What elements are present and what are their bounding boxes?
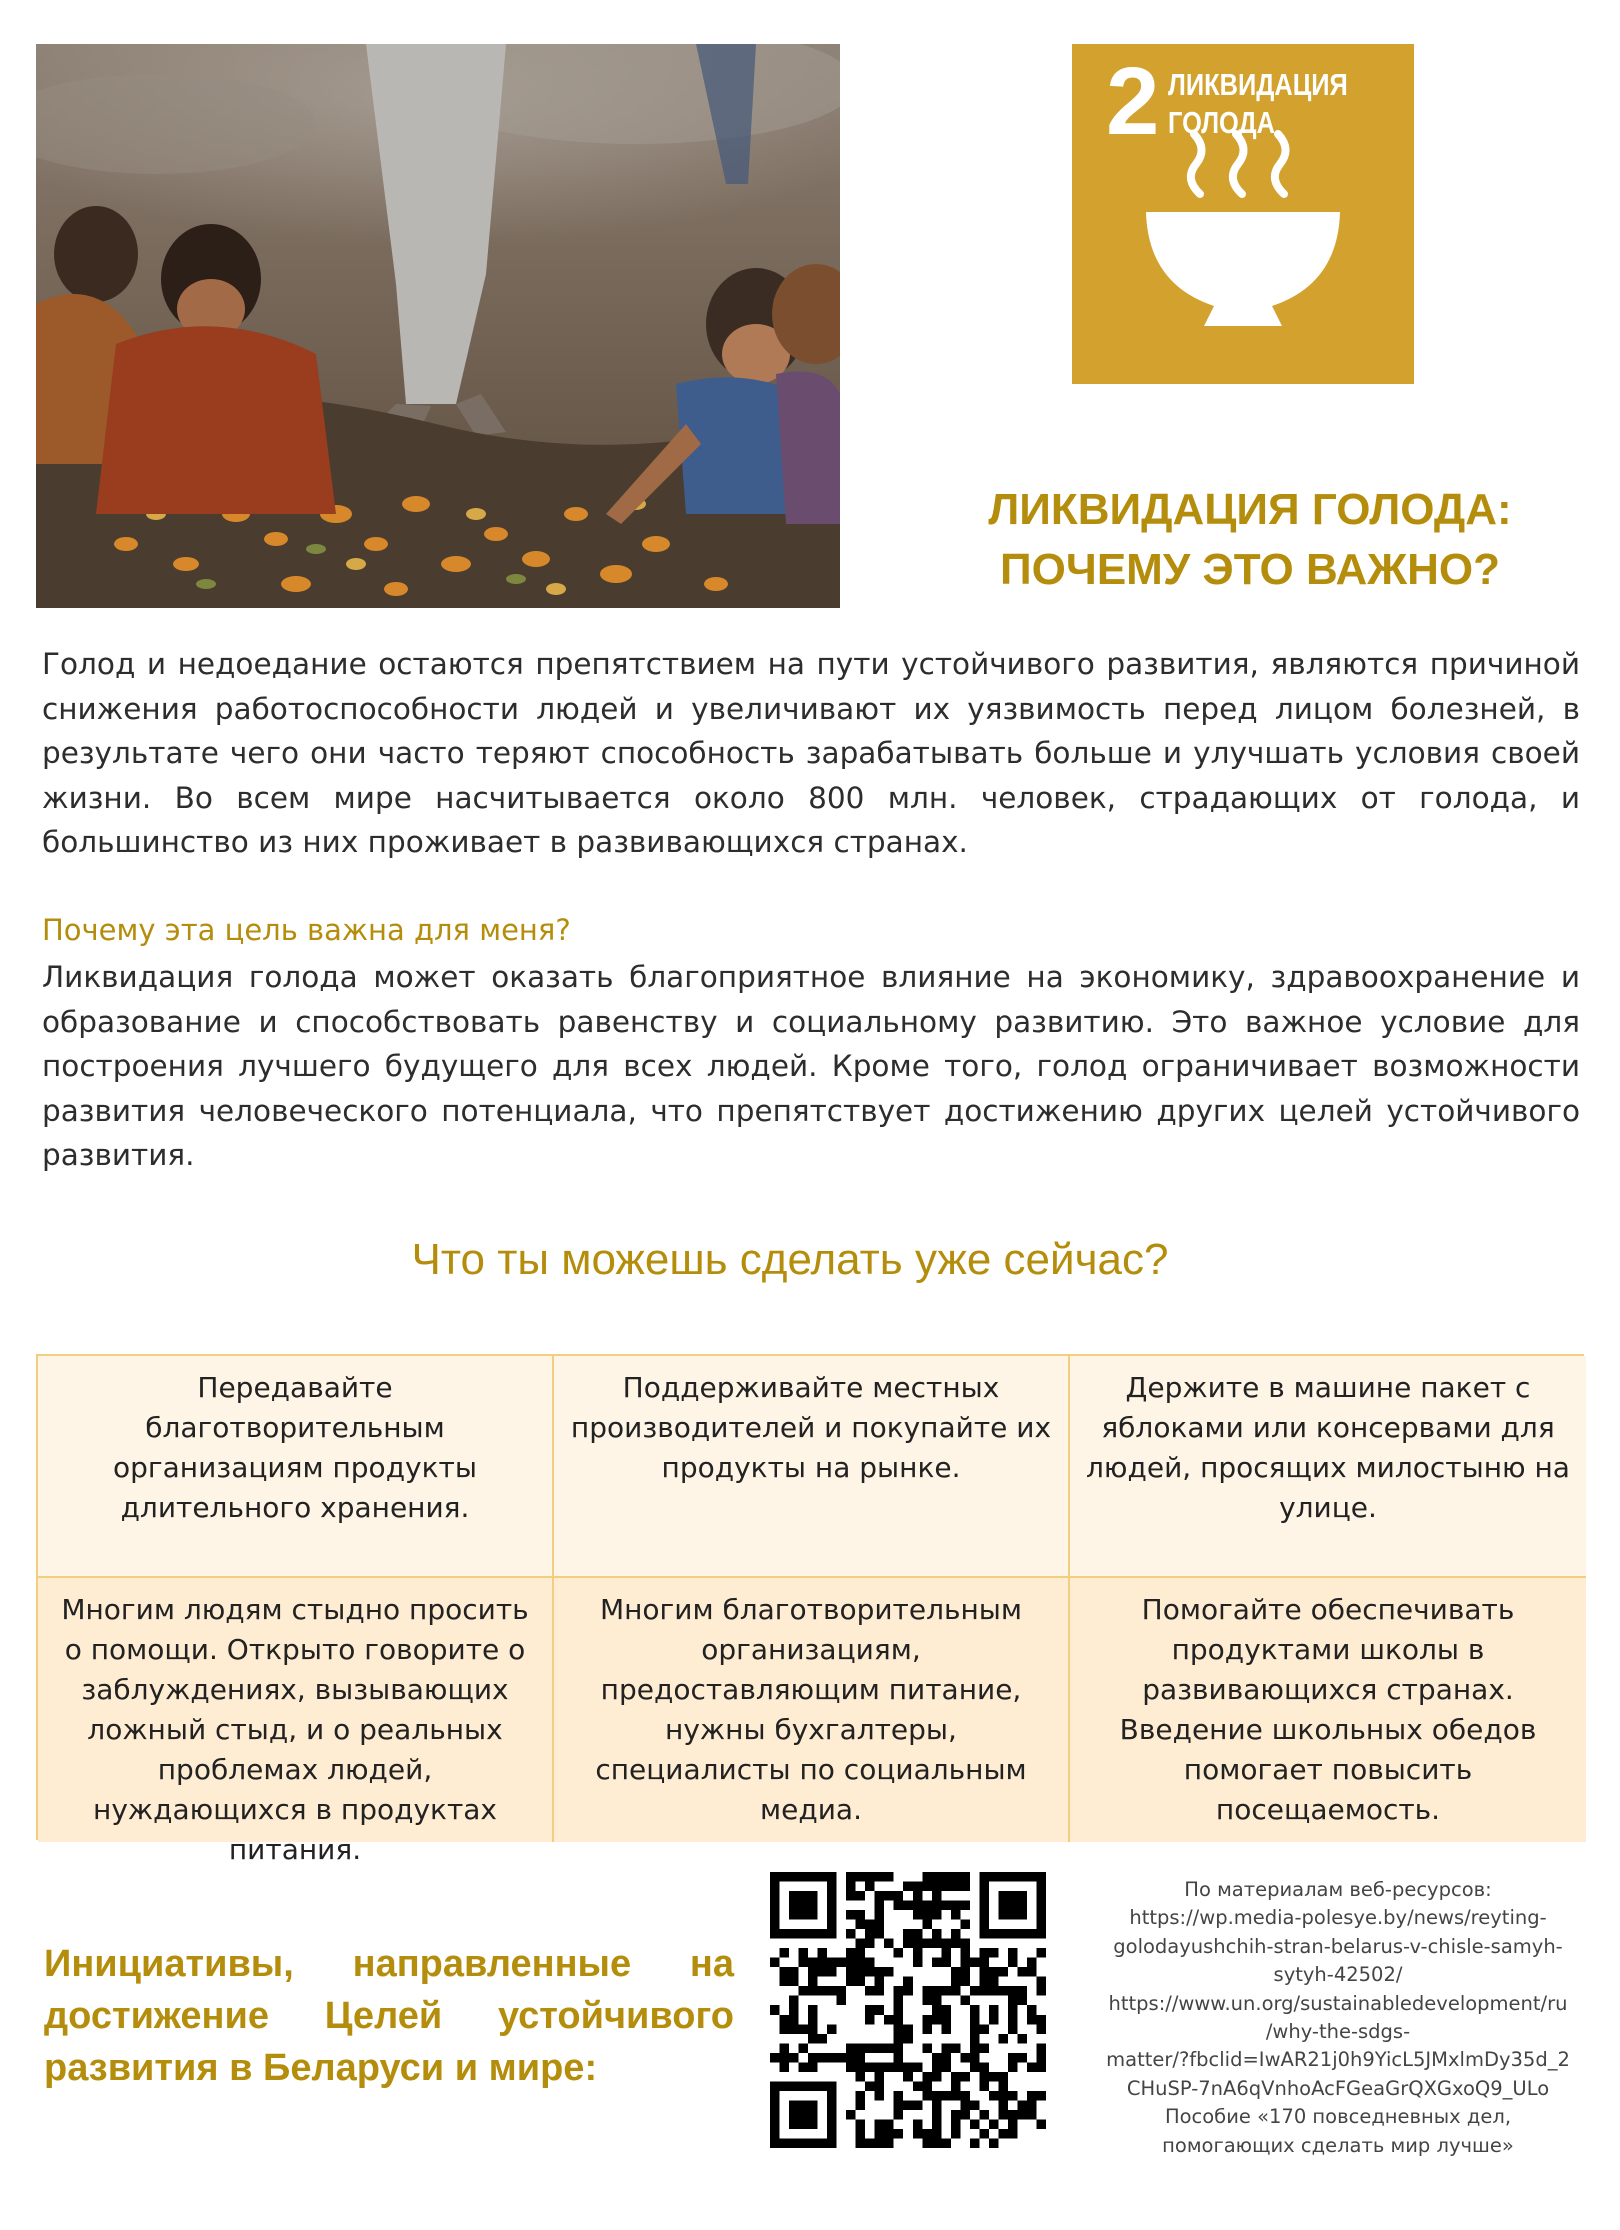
sdg-title: ЛИКВИДАЦИЯ ГОЛОДА <box>1168 67 1348 140</box>
tips-table <box>36 1354 1584 1866</box>
tip-cell: Держите в машине пакет с яблоками или консервами для людей, просящих милостыню на улице. <box>1070 1356 1586 1578</box>
tip-cell: Передавайте благотворительным организациям продукты длительного хранения. <box>38 1356 554 1578</box>
tip-cell: Поддерживайте местных производителей и покупайте их продукты на рынке. <box>554 1356 1070 1578</box>
page-headline: ЛИКВИДАЦИЯ ГОЛОДА: ПОЧЕМУ ЭТО ВАЖНО? <box>988 485 1512 594</box>
tip-cell: Многим благотворительным организациям, предоставляющим питание, нужны бухгалтеры, специалисты по социальным медиа. <box>554 1578 1070 1842</box>
sdg-number: 2 <box>1106 48 1160 155</box>
tip-cell: Многим людям стыдно просить о помощи. Открыто говорите о заблуждениях, вызывающих ложный стыд, и о реальных проблемах людей, нуждающихся в продуктах питания. <box>38 1578 554 1842</box>
bowl-of-soup-icon <box>1072 44 1414 384</box>
sources-note: По материалам веб-ресурсов: https://wp.media-polesye.by/news/reyting- golodayushchih-stran-belarus-v-chisle-samyh- sytyh-42502/ https://www.un.org/sustainabledevelopment/ru /why-the-sdgs- matter/?fbclid=IwAR21j0h9YicL5JMxlmDy35d_2 CHuSP-7nA6qVnhoAcFGeaGrQXGxoQ9_ULo Пособие «170 повседневных дел, помогающих сделать мир лучше» <box>1106 1878 1570 2157</box>
tip-cell: Помогайте обеспечивать продуктами школы в развивающихся странах. Введение школьных обедов помогает повысить посещаемость. <box>1070 1578 1586 1842</box>
children-gathering-food-photo <box>36 44 840 608</box>
what-you-can-do-heading: Что ты можешь сделать уже сейчас? <box>411 1235 1169 1284</box>
qr-code-icon[interactable] <box>770 1872 1046 2148</box>
intro-paragraph: Голод и недоедание остаются препятствием на пути устойчивого развития, являются причиной снижения работоспособности людей и увеличивают их уязвимость перед лицом болезней, в результате чего они часто теряют способность зарабатывать больше и улучшать условия своей жизни. Во всем мире насчитывается около 800 млн. человек, страдающих от голода, и большинство из них проживает в развивающихся странах. <box>42 647 1580 859</box>
qr-code-graphic <box>770 1872 1046 2148</box>
hunger-photo <box>36 44 840 608</box>
initiatives-heading: Инициативы, направленные на достижение Целей устойчивого развития в Беларуси и мире: <box>44 1943 734 2089</box>
why-me-paragraph: Ликвидация голода может оказать благоприятное влияние на экономику, здравоохранение и образование и способствовать равенству и социальному развитию. Это важное условие для построения лучшего будущего для всех людей. Кроме того, голод ограничивает возможности развития человеческого потенциала, что препятствует достижению других целей устойчивого развития. <box>42 960 1580 1172</box>
why-me-heading: Почему эта цель важна для меня? <box>42 913 571 947</box>
sdg-goal-2-tile <box>1072 44 1414 384</box>
